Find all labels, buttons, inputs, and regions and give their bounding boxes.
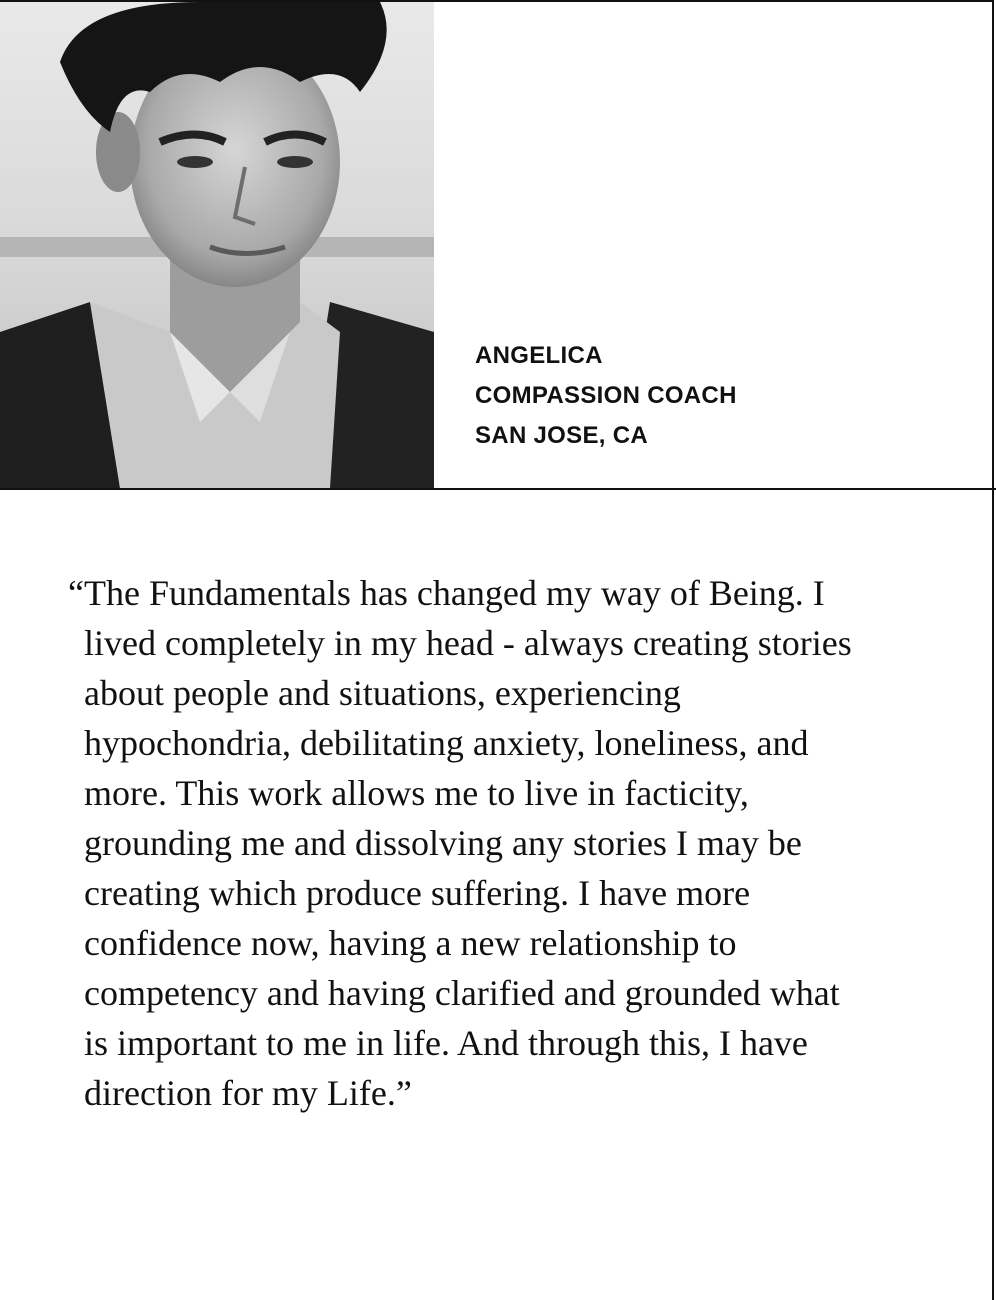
testimonial-quote: “The Fundamentals has changed my way of Being. I lived completely in my head - always creating stories about people and situations, experiencing hypochondria, debilitating anxiety, loneliness, and more. This work allows me to live in facticity, grounding me and dissolving any stories I may be creating which produce suffering. I have more confidence now, having a new relationship to competency and having clarified and grounded what is important to me in life. And through this, I have direction for my Life.”	[68, 573, 852, 1113]
profile-location: SAN JOSE, CA	[475, 422, 648, 449]
profile-details	[475, 336, 737, 456]
profile-photo	[0, 2, 434, 488]
profile-name: ANGELICA	[475, 342, 603, 369]
profile-role: COMPASSION COACH	[475, 382, 737, 409]
portrait-photo-icon	[0, 2, 434, 488]
profile-header	[0, 2, 996, 490]
